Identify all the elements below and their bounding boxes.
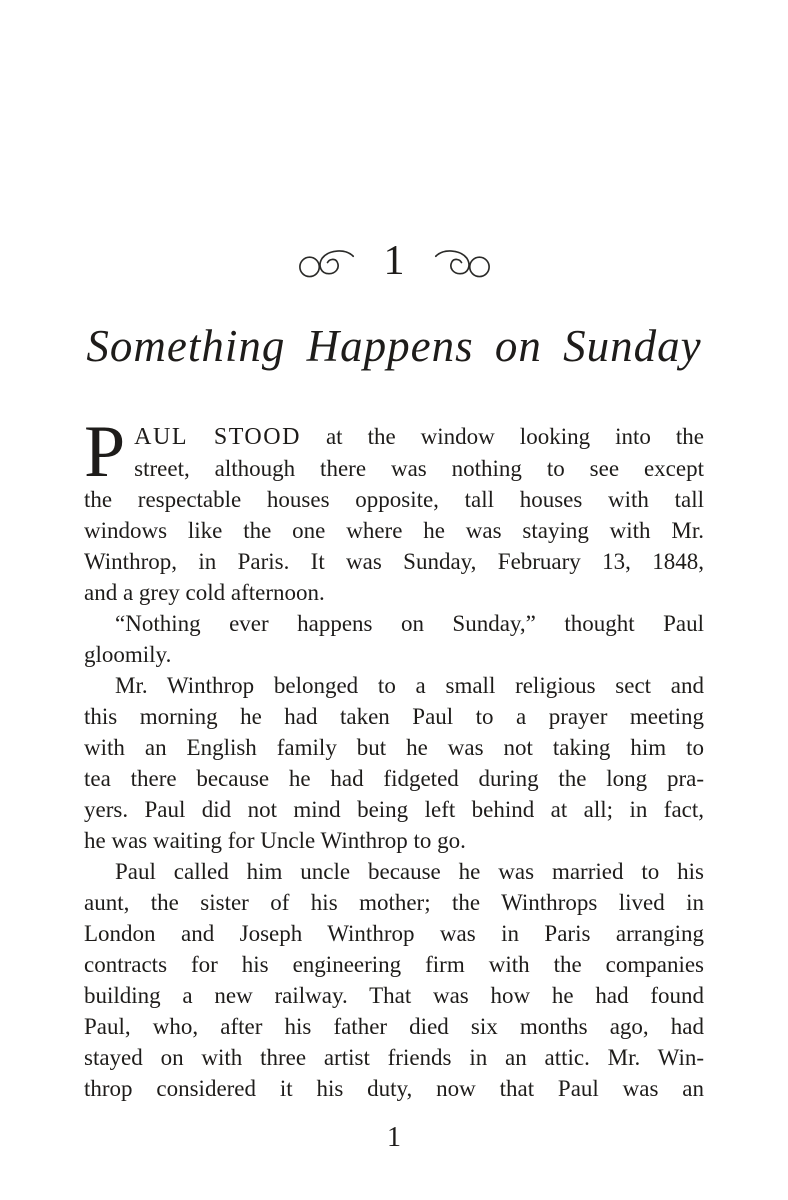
page-number: 1 — [387, 1122, 401, 1153]
text-line: he was waiting for Uncle Winthrop to go. — [84, 828, 466, 853]
text-line: Paul, who, after his father died six months ago, had — [84, 1014, 704, 1039]
text-line: street, although there was nothing to see except — [134, 456, 704, 481]
text-line: tea there because he had fidgeted during the long pra- — [84, 766, 704, 791]
body-text — [84, 411, 704, 1104]
text-line: throp considered it his duty, now that Paul was an — [84, 1076, 704, 1101]
scroll-ornament-left-icon — [296, 246, 360, 282]
text-line: the respectable houses opposite, tall houses with tall — [84, 487, 704, 512]
text-line: “Nothing ever happens on Sunday,” thought Paul — [115, 611, 704, 636]
chapter-heading — [0, 238, 788, 285]
chapter-number: 1 — [383, 238, 405, 284]
chapter-title: Something Happens on Sunday — [86, 321, 702, 371]
text-line: with an English family but he was not taking him to — [84, 735, 704, 760]
text-line: yers. Paul did not mind being left behind at all; in fact, — [84, 797, 704, 822]
paragraph — [84, 411, 704, 608]
text-line: Winthrop, in Paris. It was Sunday, February 13, 1848, — [84, 549, 704, 574]
paragraph — [84, 670, 704, 856]
text-line: building a new railway. That was how he had found — [84, 983, 704, 1008]
paragraph — [84, 856, 704, 1104]
text-line: aunt, the sister of his mother; the Winthrops lived in — [84, 890, 704, 915]
text-line: contracts for his engineering firm with the companies — [84, 952, 704, 977]
paragraph — [84, 608, 704, 670]
text-line: Paul called him uncle because he was married to his — [115, 859, 704, 884]
text-line: windows like the one where he was staying with Mr. — [84, 518, 704, 543]
text-line: and a grey cold afternoon. — [84, 580, 325, 605]
lead-caps: AUL STOOD — [134, 424, 301, 450]
text-line: stayed on with three artist friends in an attic. Mr. Win- — [84, 1045, 704, 1070]
text-line: Mr. Winthrop belonged to a small religious sect and — [115, 673, 704, 698]
drop-cap: P — [84, 411, 126, 493]
text-line: gloomily. — [84, 642, 172, 667]
text-line: this morning he had taken Paul to a prayer meeting — [84, 704, 704, 729]
scroll-ornament-right-icon — [429, 246, 493, 282]
text-line: London and Joseph Winthrop was in Paris arranging — [84, 921, 704, 946]
text-line: AUL STOOD at the window looking into the — [134, 424, 704, 450]
